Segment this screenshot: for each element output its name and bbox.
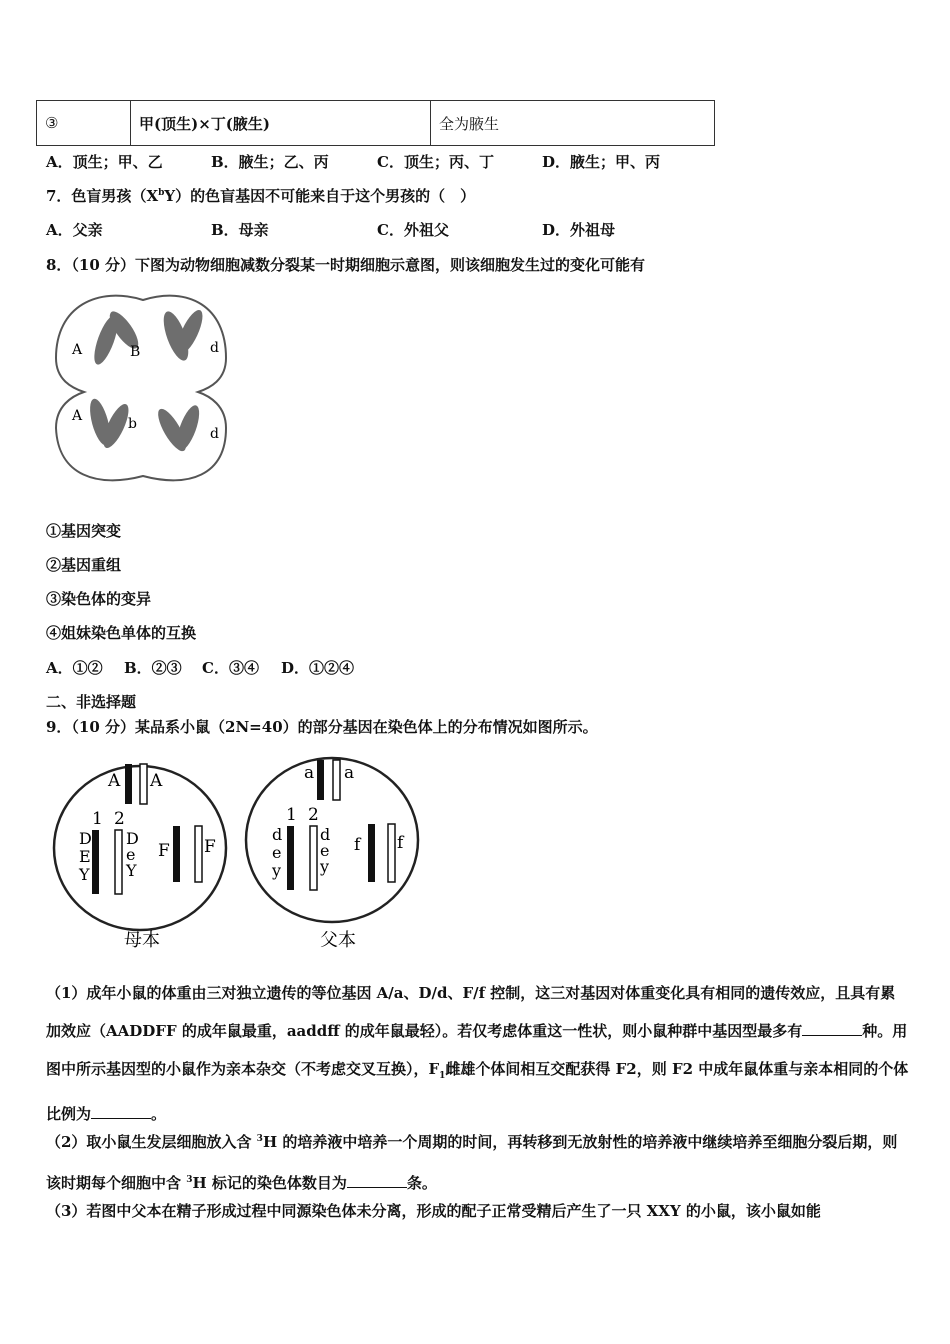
q8-item-1: ①基因突变	[46, 522, 122, 540]
mother-top-label-2: A	[150, 771, 163, 791]
gene-label-a-bottom: A	[72, 408, 83, 424]
q8-item-4: ④姐妹染色单体的互换	[46, 624, 197, 642]
q8-option-c[interactable]: C．③④	[202, 659, 259, 677]
gene-label-d-bottom: d	[210, 426, 219, 442]
father-number-1: 1	[286, 805, 297, 825]
q7-option-d[interactable]: D．外祖母	[542, 221, 616, 239]
father-f-label-2: f	[397, 833, 404, 853]
father-top-label-2: a	[344, 763, 355, 783]
father-right-gene-2: e	[320, 841, 330, 860]
chromosome-bottom-left	[86, 397, 133, 451]
mother-left-gene-2: E	[79, 847, 91, 866]
table-cell-result: 全为腋生	[431, 101, 715, 146]
q9-part-2: （2）取小鼠生发层细胞放入含 $^3$H 的培养液中培养一个周期的时间，再转移到无放射性的培养液中继续培养至细胞分裂后期，则该时期每个细胞中含 $^3$H 标记的染色体数目为 条。	[46, 1133, 898, 1192]
section-title: 二、非选择题	[46, 693, 137, 711]
mother-f-label-2: F	[204, 837, 216, 857]
answer-blank-2[interactable]	[91, 1104, 151, 1119]
q8-stem: 8．（10 分）下图为动物细胞减数分裂某一时期细胞示意图，则该细胞发生过的变化可能有	[46, 256, 646, 274]
mother-cell	[54, 764, 226, 951]
father-left-gene-3: y	[272, 861, 282, 880]
mother-number-1: 1	[92, 809, 103, 829]
table-cell-number: ③	[37, 101, 131, 146]
mother-right-gene-1: D	[126, 829, 139, 848]
q9-stem: 9．（10 分）某品系小鼠（2N=40）的部分基因在染色体上的分布情况如图所示。	[46, 718, 598, 736]
q6-option-a[interactable]: A．顶生；甲、乙	[46, 153, 163, 171]
mother-f-label-1: F	[158, 841, 170, 861]
father-top-label-1: a	[304, 763, 315, 783]
q8-item-2: ②基因重组	[46, 556, 122, 574]
mother-right-gene-2: e	[126, 845, 136, 864]
father-right-gene-3: y	[320, 857, 330, 876]
gene-label-a-top: A	[72, 342, 83, 358]
father-left-gene-2: e	[272, 843, 282, 862]
q6-option-d[interactable]: D．腋生；甲、丙	[542, 153, 661, 171]
q9-part-1: （1）成年小鼠的体重由三对独立遗传的等位基因 A/a、D/d、F/f 控制，这三对基因对体重变化具有相同的遗传效应，且具有累加效应（AADDFF 的成年鼠最重，aaddff 的成年鼠最轻）。若仅考虑体重这一性状，则小鼠种群中基因型最多有 种。用图中所示基因型的小鼠作为亲本杂交（不考虑交叉互换），$F_1$雌雄个体间相互交配获得 F2，则 F2 中成年鼠体重与亲本相同的个体比例为 。	[46, 984, 909, 1123]
chromosome-bottom-right	[153, 403, 204, 455]
gene-label-d-top: d	[210, 340, 219, 356]
mother-right-gene-3: Y	[126, 861, 137, 880]
q6-option-b[interactable]: B．腋生；乙、丙	[211, 153, 329, 171]
mother-left-gene-3: Y	[79, 865, 90, 884]
table-cell-cross: 甲(顶生)×丁(腋生)	[131, 101, 431, 146]
q8-option-b[interactable]: B．②③	[124, 659, 182, 677]
q8-option-a[interactable]: A．①②	[46, 659, 103, 677]
father-right-gene-1: d	[320, 825, 331, 844]
table-row	[37, 101, 715, 146]
cell-division-figure	[48, 288, 238, 486]
mother-number-2: 2	[114, 809, 125, 829]
answer-blank-3[interactable]	[347, 1173, 407, 1188]
q7-option-a[interactable]: A．父亲	[46, 221, 103, 239]
q8-option-d[interactable]: D．①②④	[281, 659, 355, 677]
father-number-2: 2	[308, 805, 319, 825]
father-left-gene-1: d	[272, 825, 283, 844]
mother-caption: 母本	[124, 930, 160, 951]
cross-table	[36, 100, 715, 146]
father-f-label-1: f	[354, 835, 361, 855]
q8-item-3: ③染色体的变异	[46, 590, 152, 608]
mother-top-label-1: A	[108, 771, 121, 791]
gene-label-b-upper: B	[130, 344, 141, 360]
father-cell	[246, 758, 418, 951]
q7-option-c[interactable]: C．外祖父	[377, 221, 449, 239]
q6-option-c[interactable]: C．顶生；丙、丁	[377, 153, 494, 171]
mother-left-gene-1: D	[79, 829, 92, 848]
answer-blank-1[interactable]	[802, 1021, 862, 1036]
chromosome-top-right	[159, 307, 208, 364]
gene-label-b-lower: b	[128, 416, 137, 432]
q7-stem: 7．色盲男孩$(X^bY)$的色盲基因不可能来自于这个男孩的（ ）	[46, 187, 476, 205]
father-caption: 父本	[320, 930, 356, 951]
q7-option-b[interactable]: B．母亲	[211, 221, 269, 239]
q9-part-3: （3）若图中父本在精子形成过程中同源染色体未分离，形成的配子正常受精后产生了一只 XXY 的小鼠，该小鼠如能	[46, 1202, 821, 1220]
chromosome-figure	[52, 752, 432, 952]
